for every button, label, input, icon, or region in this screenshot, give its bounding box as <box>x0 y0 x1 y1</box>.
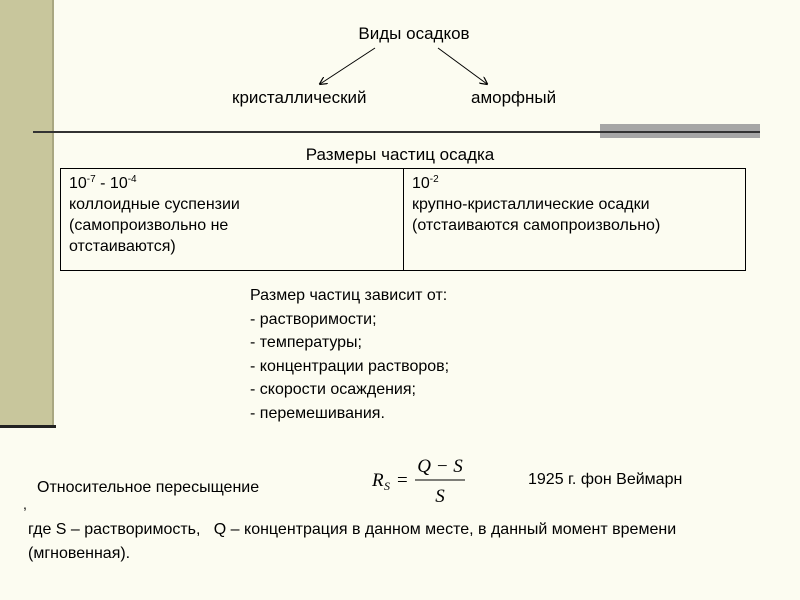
arrow-to-amorphous <box>438 48 487 84</box>
table-cell-coarse <box>404 169 745 270</box>
formula-numerator: Q − S <box>417 456 463 477</box>
size-range: $10^{-2}$ <box>412 174 439 192</box>
divider-right-line <box>600 131 760 133</box>
cell-text-line: крупно-кристаллические осадки <box>412 196 650 213</box>
cell-text-line: отстаиваются) <box>69 238 176 255</box>
particle-size-table <box>60 168 746 271</box>
type-crystalline: кристаллический <box>232 88 367 107</box>
side-bar-underline <box>0 425 56 428</box>
list-item: - растворимости; <box>250 310 377 328</box>
size-factors-list <box>250 284 449 425</box>
classification-arrows <box>0 0 800 140</box>
formula-equals: = <box>397 470 408 491</box>
formula-lhs-subscript: S <box>384 479 390 493</box>
type-amorphous: аморфный <box>471 88 557 107</box>
stray-comma: , <box>23 496 27 512</box>
formula-denominator: S <box>435 486 445 506</box>
list-item: - концентрации растворов; <box>250 357 450 375</box>
formula-lhs: R <box>372 470 384 491</box>
relative-supersaturation-label: Относительное пересыщение <box>37 479 260 496</box>
table-cell-colloidal <box>61 169 404 270</box>
formula-description: где S – растворимость, Q – концентрация в данном месте, в данный момент времени (мгновенная). <box>28 521 681 562</box>
supersaturation-formula <box>370 456 470 506</box>
page-title: Виды осадков <box>358 24 470 43</box>
horizontal-divider <box>33 131 600 133</box>
list-item: - перемешивания. <box>250 404 385 422</box>
author-year-note: 1925 г. фон Веймарн <box>528 471 683 488</box>
cell-text-line: (самопроизвольно не <box>69 217 229 234</box>
arrow-to-crystalline <box>320 48 375 84</box>
size-range: $10^{-7} - 10^{-4}$ <box>69 174 137 192</box>
list-item: - температуры; <box>250 334 362 351</box>
list-item: - скорости осаждения; <box>250 381 416 398</box>
cell-text-line: (отстаиваются самопроизвольно) <box>412 217 661 234</box>
factors-heading: Размер частиц зависит от: <box>250 287 448 304</box>
cell-text-line: коллоидные суспензии <box>69 196 240 213</box>
sizes-heading: Размеры частиц осадка <box>305 145 495 164</box>
